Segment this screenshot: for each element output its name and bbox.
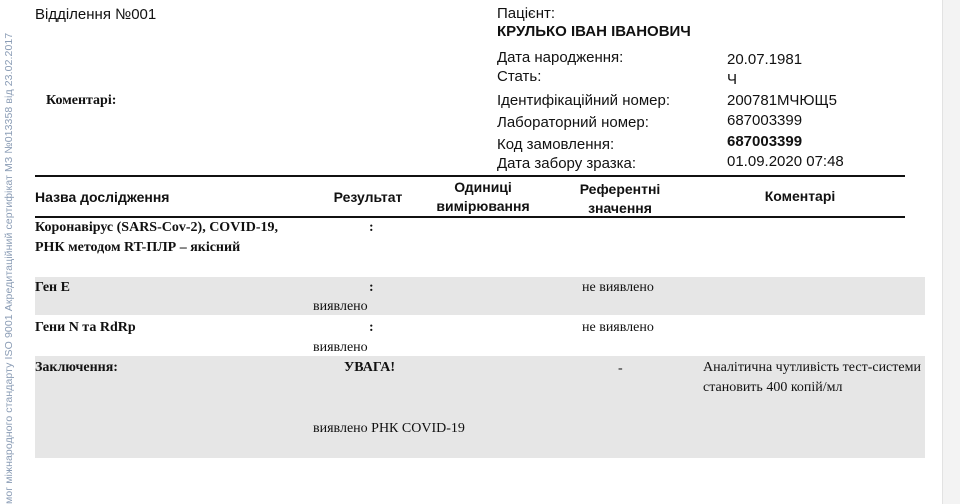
- conclusion-result: виявлено РНК COVID-19: [313, 421, 465, 436]
- patient-heading: Пацієнт:: [497, 5, 556, 22]
- test-name-genes-n-rdrp: Гени N та RdRp: [35, 320, 136, 335]
- header-units: [418, 178, 548, 216]
- conclusion-flag: УВАГА!: [344, 360, 395, 375]
- sex-label: Стать:: [497, 68, 542, 85]
- result-value-genes-n-rdrp: виявлено: [313, 340, 368, 355]
- header-units-line1: Одиниці: [454, 179, 512, 195]
- patient-name: КРУЛЬКО ІВАН ІВАНОВИЧ: [497, 23, 691, 40]
- reference-value-genes-n-rdrp: не виявлено: [582, 320, 654, 335]
- department-label: Відділення №001: [35, 6, 157, 23]
- result-value-gene-e: виявлено: [313, 299, 368, 314]
- test-name-covid: Коронавірус (SARS-Cov-2), COVID-19, РНК методом RT-ПЛР – якісний: [35, 220, 279, 255]
- conclusion-label: Заключення:: [35, 360, 118, 375]
- header-reference: [555, 180, 685, 218]
- header-result: Результат: [333, 189, 403, 205]
- sample-date-label: Дата забору зразка:: [497, 155, 637, 172]
- birth-date-label: Дата народження:: [497, 49, 624, 66]
- birth-date-value: 20.07.1981: [727, 51, 803, 68]
- sample-date-value: 01.09.2020 07:48: [727, 153, 844, 170]
- reference-value-gene-e: не виявлено: [582, 280, 654, 295]
- side-certificate-text: мог міжнародного стандарту ISO 9001 Акредитаційний сертифікат МЗ №013358 від 23.02.2017: [3, 32, 15, 504]
- page-edge-shade: [943, 0, 960, 504]
- lab-number-label: Лабораторний номер:: [497, 114, 649, 131]
- test-name-gene-e: Ген Е: [35, 280, 70, 295]
- header-units-line2: вимірювання: [436, 198, 530, 214]
- header-test-name: Назва дослідження: [35, 189, 170, 205]
- result-colon-gene-e: :: [369, 280, 374, 295]
- conclusion-comment: Аналітична чутливість тест-системи становить 400 копій/мл: [703, 360, 921, 395]
- sex-value: Ч: [727, 71, 737, 88]
- order-code-label: Код замовлення:: [497, 136, 615, 153]
- header-comments: Коментарі: [764, 188, 836, 204]
- comments-label: Коментарі:: [46, 93, 117, 108]
- id-number-value: 200781МЧЮЩ5: [727, 92, 837, 109]
- conclusion-reference: -: [618, 361, 623, 376]
- table-top-rule: [35, 175, 905, 177]
- lab-number-value: 687003399: [727, 112, 803, 129]
- id-number-label: Ідентифікаційний номер:: [497, 92, 671, 109]
- result-colon-genes-n-rdrp: :: [369, 320, 374, 335]
- order-code-value: 687003399: [727, 133, 803, 150]
- result-colon-covid: :: [369, 220, 374, 235]
- header-reference-line2: значення: [588, 200, 652, 216]
- header-reference-line1: Референтні: [579, 181, 661, 197]
